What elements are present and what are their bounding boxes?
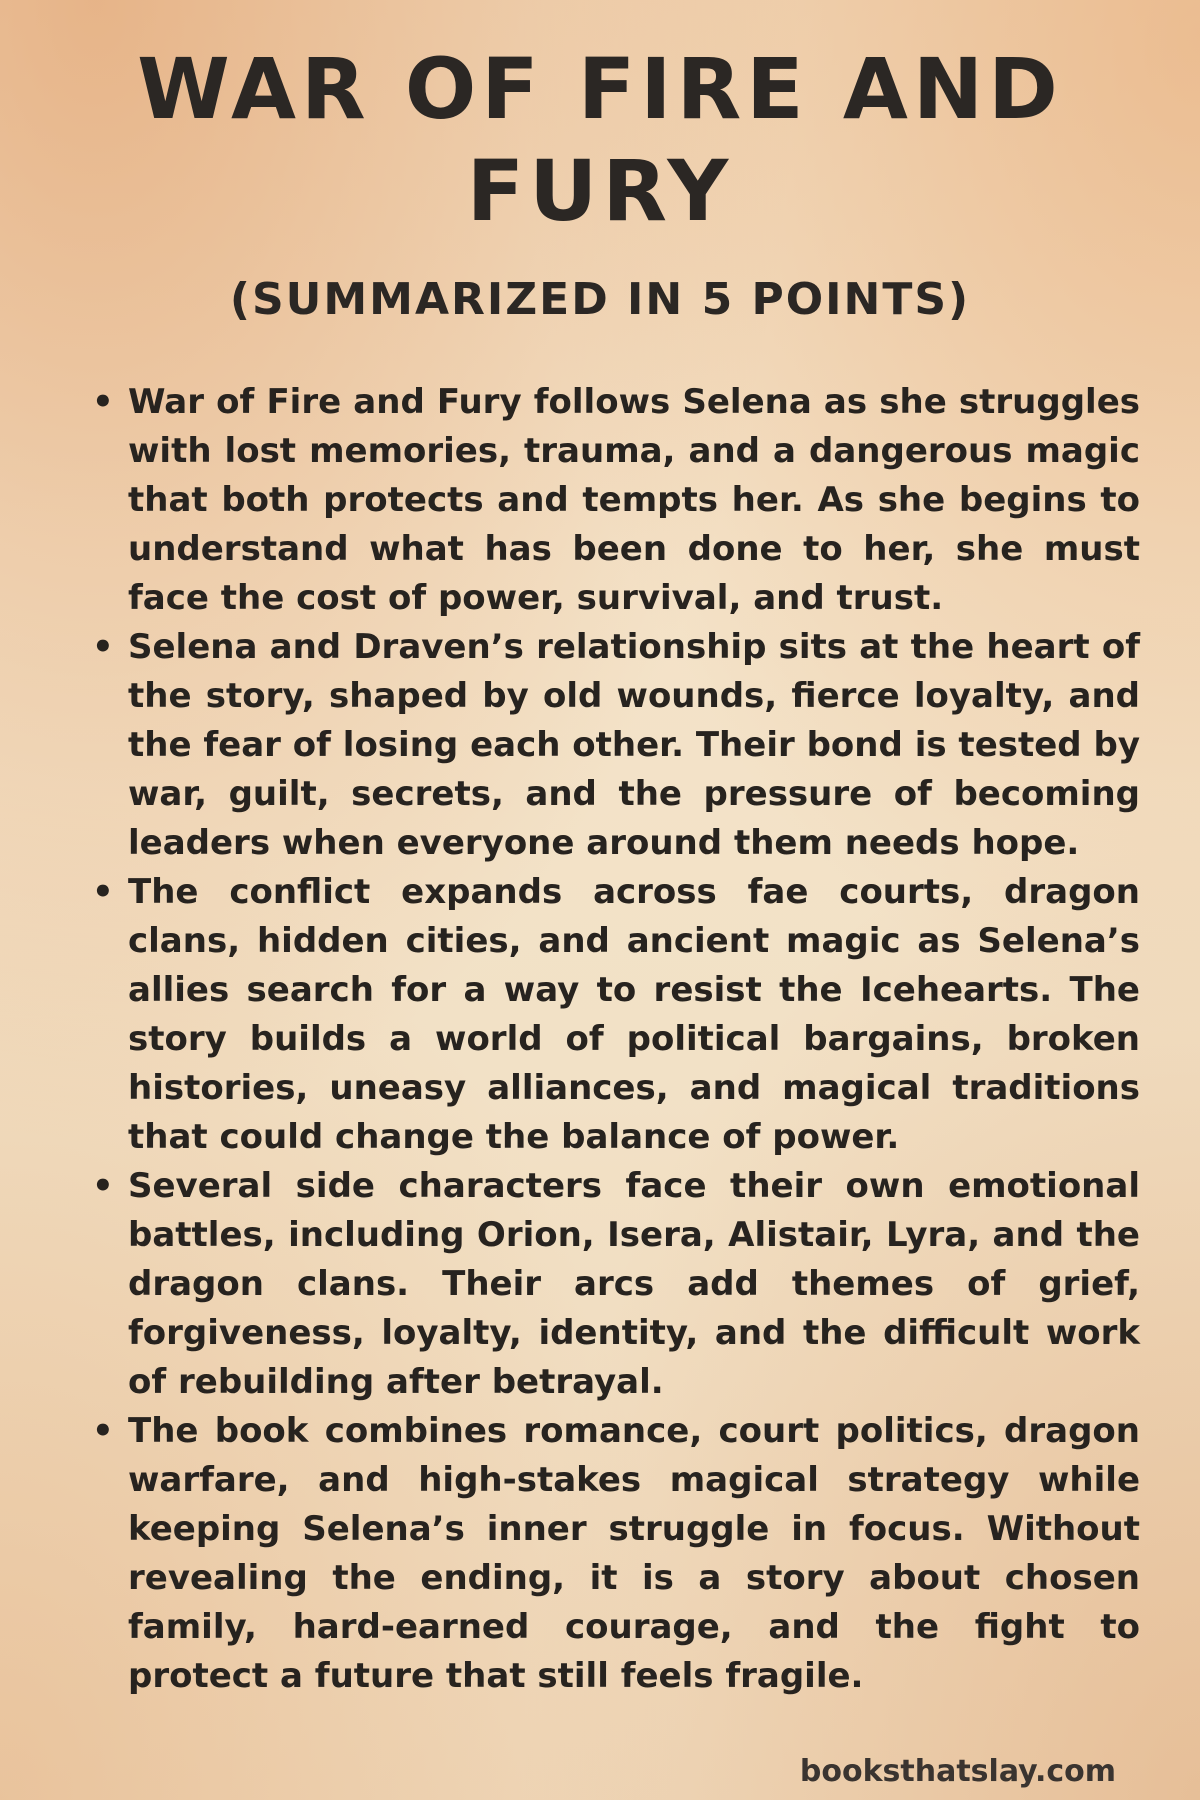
summary-point-3 bbox=[92, 868, 1140, 1162]
book-title: WAR OF FIRE AND FURY bbox=[137, 40, 1063, 240]
bullet-icon: • bbox=[92, 382, 114, 422]
summary-point-5 bbox=[92, 1407, 1140, 1701]
summary-point-text: Several side characters face their own emotional battles, including Orion, Isera, Alistair, Lyra, and the dragon clans. Their arcs add themes of grief, forgiveness, loyalty, identity, and the difficult work of rebuilding after betrayal. bbox=[128, 1166, 1140, 1402]
summary-point-1 bbox=[92, 378, 1140, 623]
summary-point-2 bbox=[92, 623, 1140, 868]
bullet-icon: • bbox=[92, 872, 114, 912]
summary-point-text: The conflict expands across fae courts, dragon clans, hidden cities, and ancient magic as Selena’s allies search for a way to resist the Icehearts. The story builds a world of political bargains, broken histories, uneasy alliances, and magical traditions that could change the balance of power. bbox=[128, 872, 1140, 1157]
bullet-icon: • bbox=[92, 1166, 114, 1206]
summary-point-text: War of Fire and Fury follows Selena as she struggles with lost memories, trauma, and a dangerous magic that both protects and tempts her. As she begins to understand what has been done to her, she must face the cost of power, survival, and trust. bbox=[128, 382, 1140, 618]
summary-point-4 bbox=[92, 1162, 1140, 1407]
summary-points-list bbox=[92, 378, 1140, 1701]
summary-subtitle: (SUMMARIZED IN 5 POINTS) bbox=[229, 274, 971, 325]
bullet-icon: • bbox=[92, 1411, 114, 1451]
website-link[interactable]: booksthatslay.com bbox=[799, 1754, 1116, 1789]
summary-point-text: Selena and Draven’s relationship sits at the heart of the story, shaped by old wounds, fierce loyalty, and the fear of losing each other. Their bond is tested by war, guilt, secrets, and the pressure of becoming leaders when everyone around them needs hope. bbox=[128, 627, 1140, 863]
bullet-icon: • bbox=[92, 627, 114, 667]
summary-point-text: The book combines romance, court politics, dragon warfare, and high-stakes magical strategy while keeping Selena’s inner struggle in focus. Without revealing the ending, it is a story about chosen family, hard-earned courage, and the fight to protect a future that still feels fragile. bbox=[128, 1411, 1140, 1696]
